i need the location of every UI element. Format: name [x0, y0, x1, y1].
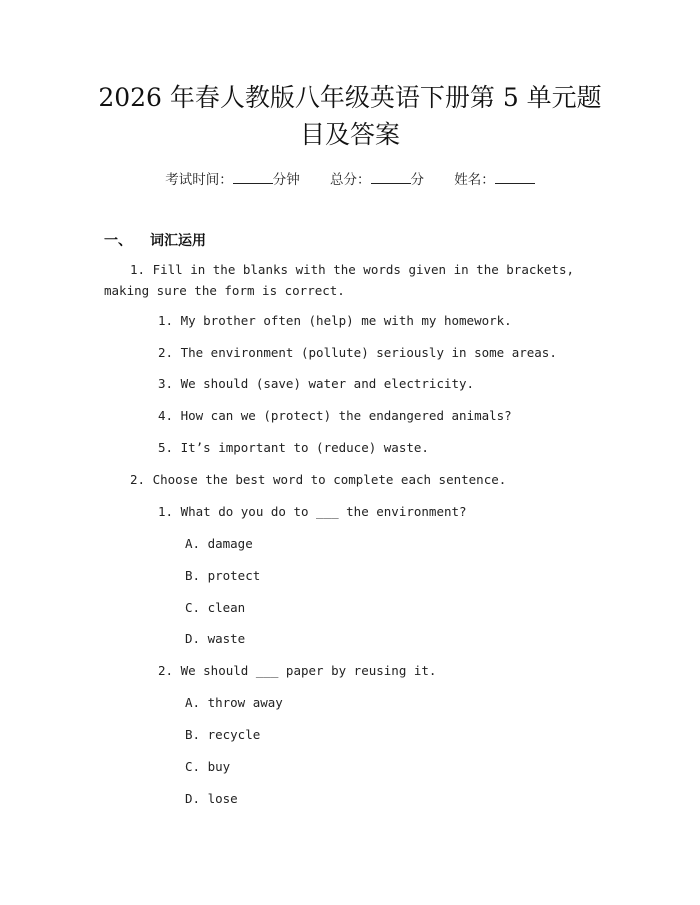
exam-time-unit: 分钟	[272, 172, 300, 188]
exam-name-label: 姓名：	[454, 172, 495, 188]
exam-time-blank	[233, 171, 273, 184]
answer-option: D. waste	[185, 631, 246, 646]
section-heading	[104, 230, 206, 250]
question-1-item: 3. We should (save) water and electricity.	[158, 376, 475, 391]
exam-score-unit: 分	[410, 172, 424, 188]
answer-option: D. lose	[185, 791, 238, 806]
question-1-text: 1. Fill in the blanks with the words given in the brackets, making sure the form is correct.	[104, 262, 575, 298]
question-2-sub2-text: 2. We should ___ paper by reusing it.	[158, 663, 437, 678]
exam-info	[0, 168, 700, 188]
section-number: 一、	[104, 233, 132, 249]
answer-option: A. damage	[185, 536, 253, 551]
exam-time-label: 考试时间：	[165, 172, 233, 188]
document-title-line1: 2026 年春人教版八年级英语下册第 5 单元题	[98, 83, 602, 112]
question-1-item: 1. My brother often (help) me with my homework.	[158, 313, 512, 328]
answer-option: A. throw away	[185, 695, 283, 710]
document-title-line2: 目及答案	[299, 120, 400, 149]
exam-time	[165, 172, 300, 188]
question-1-item: 5. It’s important to (reduce) waste.	[158, 440, 429, 455]
exam-name-blank	[495, 171, 535, 184]
answer-option: C. clean	[185, 600, 246, 615]
answer-option: C. buy	[185, 759, 231, 774]
question-1-item: 4. How can we (protect) the endangered animals?	[158, 408, 512, 423]
section-title: 词汇运用	[150, 233, 206, 249]
exam-score-blank	[371, 171, 411, 184]
exam-score	[330, 172, 424, 188]
question-1-item: 2. The environment (pollute) seriously in some areas.	[158, 345, 557, 360]
question-2-sub1-text: 1. What do you do to ___ the environment?	[158, 504, 467, 519]
exam-name	[454, 172, 535, 188]
exam-score-label: 总分：	[330, 172, 371, 188]
answer-option: B. protect	[185, 568, 261, 583]
answer-option: B. recycle	[185, 727, 261, 742]
question-2-text: 2. Choose the best word to complete each sentence.	[130, 472, 507, 487]
